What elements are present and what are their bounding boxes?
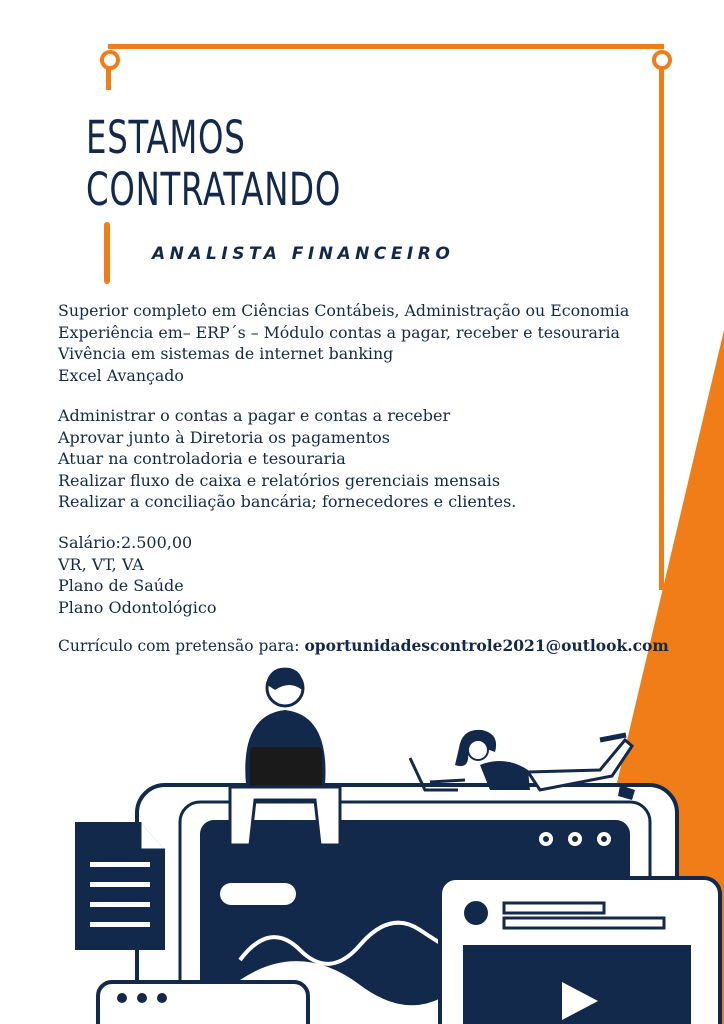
contact-label: Currículo com pretensão para: [58, 637, 305, 655]
benefit-item: Plano Odontológico [58, 597, 217, 617]
requirement-item: Experiência em– ERP´s – Módulo contas a pagar, receber e tesouraria [58, 322, 620, 342]
three-dots-icon [539, 832, 611, 846]
requirement-item: Vivência em sistemas de internet banking [58, 344, 394, 363]
benefit-item: Salário:2.500,00 [58, 533, 193, 552]
duty-item: Realizar fluxo de caixa e relatórios gerenciais mensais [58, 470, 501, 490]
duty-item: Realizar a conciliação bancária; fornecedores e clientes. [58, 492, 517, 511]
title-line-1: ESTAMOS [86, 111, 246, 164]
title-line-2: CONTRATANDO [86, 163, 342, 216]
requirement-item: Excel Avançado [58, 365, 184, 385]
duty-item: Aprovar junto à Diretoria os pagamentos [58, 427, 390, 447]
benefit-item: VR, VT, VA [58, 554, 144, 574]
benefit-item: Plano de Saúde [58, 576, 184, 595]
contact-email[interactable]: oportunidadescontrole2021@outlook.com [304, 636, 669, 655]
document-icon [75, 822, 165, 950]
duty-item: Atuar na controladoria e tesouraria [58, 449, 346, 468]
requirement-item: Superior completo em Ciências Contábeis, Administração ou Economia [58, 301, 630, 320]
duty-item: Administrar o contas a pagar e contas a receber [58, 406, 451, 425]
job-subtitle: ANALISTA FINANCEIRO [152, 244, 455, 264]
